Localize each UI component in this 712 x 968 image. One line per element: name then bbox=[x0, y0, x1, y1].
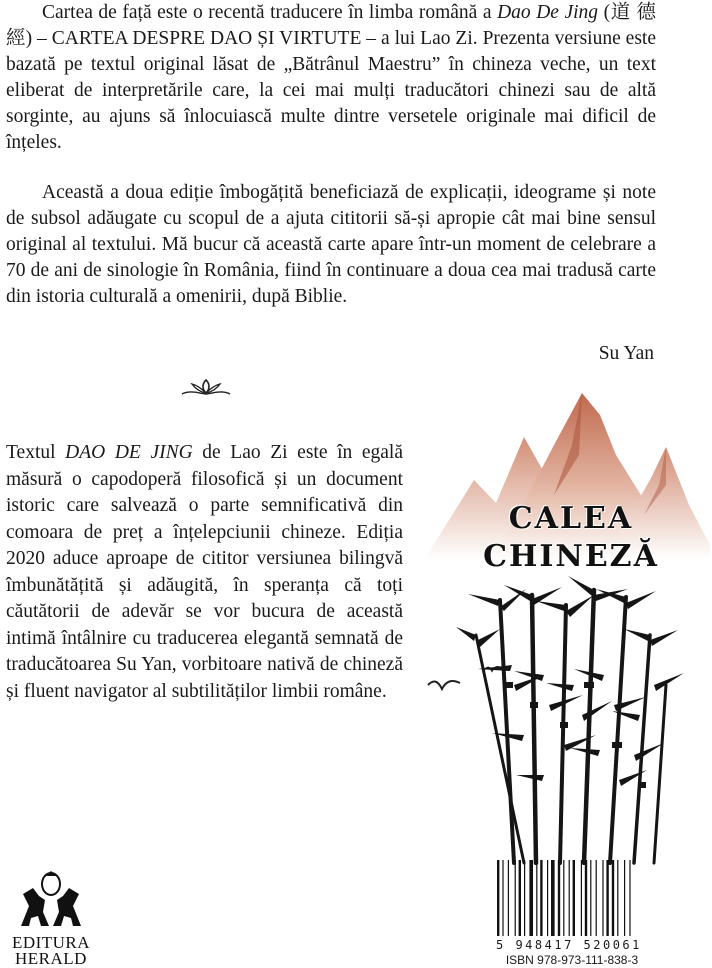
lotus-ornament-icon bbox=[180, 376, 232, 398]
barcode bbox=[495, 860, 645, 938]
series-title-line-1: CALEA bbox=[508, 501, 634, 536]
mountains-bamboo-illustration bbox=[404, 385, 710, 865]
publisher-name-line-2: HERALD bbox=[15, 949, 87, 968]
heraldic-lions-crest-icon bbox=[11, 870, 91, 930]
publisher-logo bbox=[6, 870, 96, 967]
series-title bbox=[456, 500, 686, 576]
book-description bbox=[6, 440, 403, 705]
intro-p1-text-b: (道 德 經) – CARTEA DESPRE DAO ȘI VIRTUTE – a lui Lao Zi. Prezenta versiune este bazată pe textul original lăsat de „Bătrânul Maestru” în chineza veche, un text eliberat de interpretările care, la cei mai mulți traducători chinezi sau de altă sorginte, au ajuns să înlocuiască multe dintre versetele originale mai dificil de înțeles. bbox=[6, 2, 656, 153]
publisher-name-line-1: EDITURA bbox=[11, 933, 91, 952]
isbn-number: ISBN 978-973-111-838-3 bbox=[505, 953, 639, 967]
intro-p1-text-a: Cartea de față este o recentă traducere în limba română a bbox=[42, 2, 498, 23]
bird-icon bbox=[428, 681, 460, 689]
intro-paragraph-2: Această a doua ediție îmbogățită beneficiază de explicații, ideograme și note de subsol adăugate cu scopul de a ajuta cititorii să-și apropie cât mai bine sensul original al textului. Mă bucur că această carte apare într-un moment de celebrare a 70 de ani de sinologie în România, fiind în continuare a doua cea mai tradusă carte din istoria culturală a omenirii, după Biblie. bbox=[6, 182, 656, 307]
intro-paragraph-1 bbox=[6, 0, 656, 156]
description-text-a: Textul bbox=[6, 442, 66, 463]
description-book-title: DAO DE JING bbox=[65, 442, 193, 463]
publisher-name bbox=[6, 935, 96, 967]
description-text-b: de Lao Zi este în egală măsură o capodoperă filosofică și un document istoric care salvează o parte semnificativă din comoara de preț a înțelepciunii chineze. Ediția 2020 aduce aproape de cititor versiunea bilingvă îmbunătățită și adăugită, în speranța că toți căutătorii de adevăr se vor bucura de această intimă întâlnire cu traducerea elegantă semnată de traducătoarea Su Yan, vorbitoare nativă de chineză și fluent navigator al subtilităților limbii române. bbox=[6, 442, 404, 702]
barcode-digits: 5 948417 520061 bbox=[496, 938, 642, 952]
author-signature: Su Yan bbox=[598, 343, 654, 364]
series-title-line-2: CHINEZĂ bbox=[483, 539, 659, 574]
intro-p1-book-title: Dao De Jing bbox=[497, 2, 599, 23]
